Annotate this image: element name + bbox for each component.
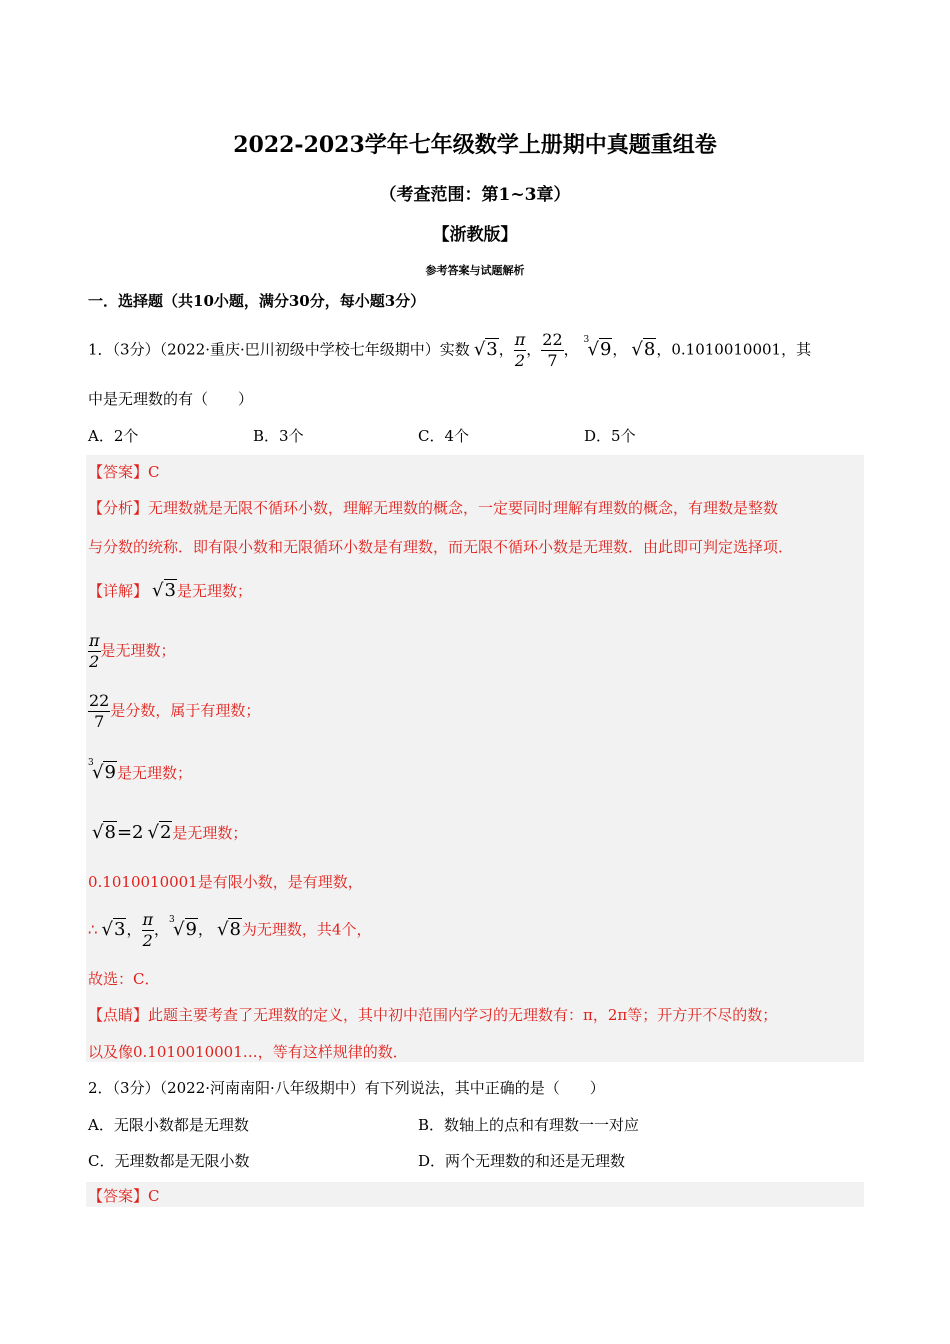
q1-stem: 1．（3分）（2022·重庆·巴川初级中学校七年级期中）实数 √3， $\frac{\pi}{2}$ ， $\frac{22}{7}$ ， 3 √9， √8，0.1010010001，其 bbox=[88, 330, 812, 370]
q2-option-d: D．两个无理数的和还是无理数 bbox=[418, 1152, 626, 1170]
frac-pi-2: $\frac{\pi}{2}$ bbox=[514, 330, 526, 370]
q2-option-c: C．无理数都是无限小数 bbox=[88, 1152, 250, 1170]
q1-detail-6: 0.1010010001是有限小数，是有理数， bbox=[88, 873, 363, 891]
q2-option-b: B．数轴上的点和有理数一一对应 bbox=[418, 1116, 640, 1134]
q1-answer: 【答案】C bbox=[88, 463, 160, 481]
doc-subtitle: （考查范围：第1~3章） bbox=[379, 185, 571, 205]
q2-option-a: A．无限小数都是无理数 bbox=[88, 1116, 249, 1134]
q1-comment-2: 以及像0.1010010001…，等有这样规律的数． bbox=[88, 1043, 408, 1061]
q1-tail: ，0.1010010001，其 bbox=[656, 340, 812, 359]
q1-detail-7: ∴ √3， $\frac{\pi}{2}$ ， 3 √9， √8为无理数，共4个， bbox=[88, 910, 372, 950]
q1-analysis-1: 【分析】无理数就是无限不循环小数，理解无理数的概念，一定要同时理解有理数的概念，有理数是整数 bbox=[88, 499, 779, 517]
q1-option-c: C．4个 bbox=[418, 427, 470, 445]
q1-detail-3: $\frac{22}{7}$ 是分数，属于有理数； bbox=[89, 691, 261, 731]
ref-label: 参考答案与试题解析 bbox=[425, 264, 525, 277]
q1-option-d: D．5个 bbox=[584, 427, 636, 445]
q1-detail-5: √8=2 √2是无理数； bbox=[92, 822, 248, 843]
doc-edition: 【浙教版】 bbox=[432, 225, 518, 245]
q2-stem: 2．（3分）（2022·河南南阳·八年级期中）有下列说法，其中正确的是（ ） bbox=[88, 1079, 605, 1097]
cbrt-9: 3 √9 bbox=[583, 334, 612, 360]
doc-title: 2022-2023学年七年级数学上册期中真题重组卷 bbox=[233, 132, 717, 158]
q2-answer-box bbox=[86, 1182, 864, 1207]
q1-detail-2: $\frac{\pi}{2}$ 是无理数； bbox=[89, 631, 176, 671]
q1-detail-4: 3 √9是无理数； bbox=[88, 758, 192, 783]
q1-option-a: A．2个 bbox=[88, 427, 139, 445]
q1-comment-1: 【点睛】此题主要考查了无理数的定义，其中初中范围内学习的无理数有：π，2π等；开方开不尽的数； bbox=[88, 1006, 778, 1024]
q1-line2: 中是无理数的有（ ） bbox=[88, 390, 254, 408]
root-3: √3 bbox=[473, 338, 498, 360]
q1-detail-1: 【详解】 √3是无理数； bbox=[88, 580, 252, 601]
root-8: √8 bbox=[631, 338, 656, 360]
q2-answer: 【答案】C bbox=[88, 1187, 160, 1205]
q1-choose: 故选：C． bbox=[88, 970, 160, 988]
frac-22-7: $\frac{22}{7}$ bbox=[542, 330, 563, 370]
section-heading: 一．选择题（共10小题，满分30分，每小题3分） bbox=[88, 292, 426, 310]
q1-option-b: B．3个 bbox=[253, 427, 304, 445]
q1-prefix: 1．（3分）（2022·重庆·巴川初级中学校七年级期中）实数 bbox=[88, 340, 470, 359]
q1-analysis-2: 与分数的统称．即有限小数和无限循环小数是有理数，而无限不循环小数是无理数．由此即可判定选择项． bbox=[88, 538, 794, 556]
